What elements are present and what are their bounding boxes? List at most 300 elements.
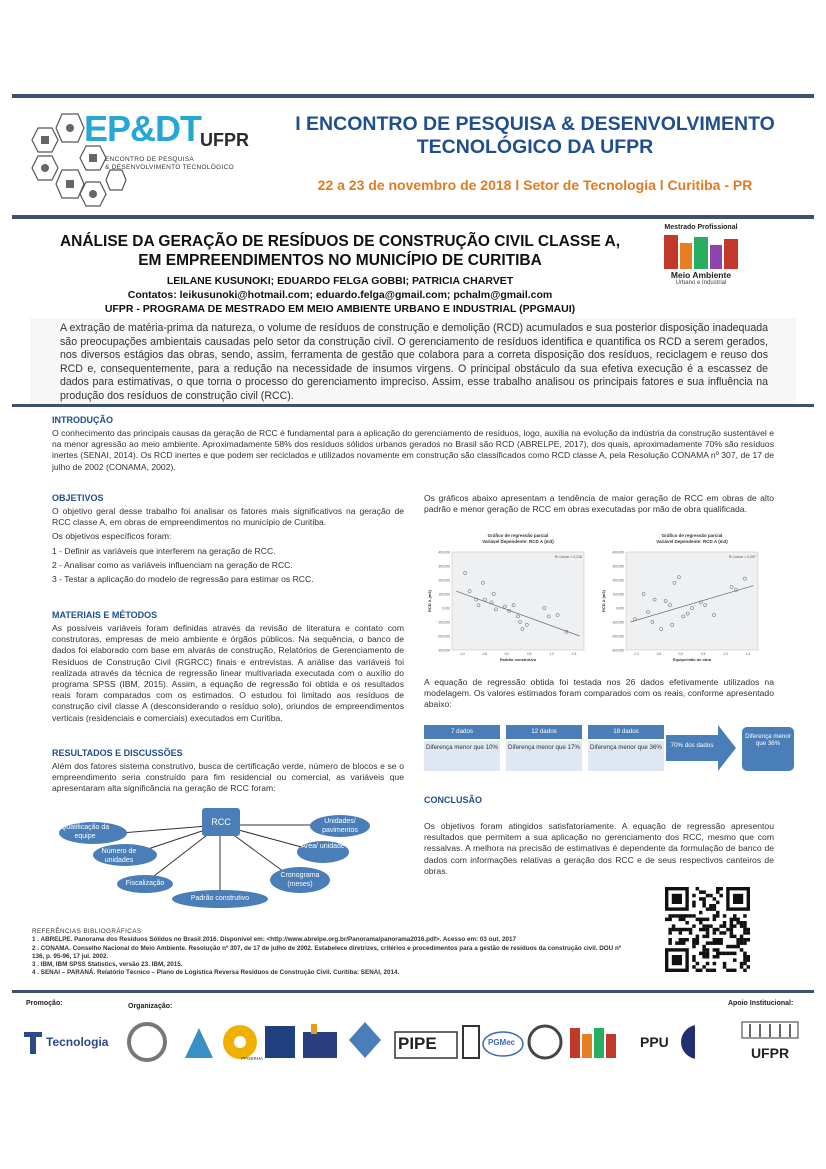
x-tick-label: -1,0 — [459, 652, 465, 656]
qr-module — [743, 921, 747, 925]
y-tick-label: 300,000 — [612, 564, 624, 569]
event-logo-text: EP&DT — [84, 108, 202, 149]
y-tick-label: -100,000 — [437, 620, 450, 625]
qr-module — [733, 918, 737, 922]
qr-module — [692, 945, 696, 949]
resultados-section — [52, 748, 404, 795]
qr-module — [733, 945, 737, 949]
qr-module — [743, 931, 747, 935]
x-tick-label: 0,5 — [526, 652, 532, 656]
qr-module — [685, 938, 689, 942]
graficos-after — [424, 677, 774, 711]
qr-module — [696, 918, 700, 922]
qr-module — [679, 941, 683, 945]
qr-module — [696, 941, 700, 945]
y-tick-label: -300,000 — [611, 648, 624, 653]
qr-module — [716, 914, 720, 918]
rcc-center-label: RCC — [211, 817, 231, 827]
qr-module — [706, 931, 710, 935]
qr-module — [699, 928, 703, 932]
intro-section — [52, 415, 774, 473]
qr-finder-core — [672, 955, 682, 965]
y-tick-label: 0,000 — [442, 606, 450, 611]
qr-module — [747, 965, 750, 969]
node-label: Unidades/ pavimentos — [322, 818, 358, 834]
x-tick-label: 1,0 — [549, 652, 554, 656]
y-tick-label: -100,000 — [611, 620, 624, 625]
qr-module — [696, 935, 700, 939]
qr-module — [736, 918, 740, 922]
qr-module — [740, 962, 744, 966]
qr-module — [713, 969, 717, 972]
qr-module — [706, 962, 710, 966]
qr-module — [696, 962, 700, 966]
qr-module — [699, 952, 703, 956]
qr-module — [723, 914, 727, 918]
qr-module — [702, 955, 706, 959]
y-axis-label: RCD A (m3) — [601, 590, 606, 612]
regression-chart-padrao — [424, 530, 594, 670]
plot-area — [452, 552, 584, 650]
metodos-text: As possíveis variáveis foram definidas através da revisão de literatura e contato com construtoras, empresas de meio ambiente e órgãos públicos. Na sequência, o banco de dados foi elaborado com base em alvarás de construção, Relatórios de Gerenciamento de Resíduos de Construção Civil (RGRCC) finais e entrevistas. A análise das variáveis foi realizada através da técnica de regressão linear multivariada executada com o auxílio do programa SPSS (IBM, 2015). Assim, a equação de regressão foi obtida e os resultados reais foram comparados com os estimados. O estudou foi limitado aos resíduos de construção civil classe A (desconsiderando o resíduo solo), oriundos de empreendimentos verticais (residenciais e comerciais) executados em Curitiba. — [52, 623, 404, 723]
qr-module — [689, 928, 693, 932]
qr-module — [692, 914, 696, 918]
qr-module — [726, 945, 730, 949]
qr-module — [733, 935, 737, 939]
qr-module — [709, 894, 713, 898]
step-label: 18 dados — [588, 725, 664, 739]
qr-module — [692, 924, 696, 928]
qr-module — [706, 907, 710, 911]
tecnologia-icon — [24, 1032, 42, 1054]
qr-finder-core — [733, 894, 743, 904]
qr-module — [713, 928, 717, 932]
qr-module — [743, 928, 747, 932]
chart-title: Gráfico de regressão parcial — [487, 533, 549, 538]
qr-module — [706, 924, 710, 928]
objetivos-heading: OBJETIVOS — [52, 493, 104, 503]
biohazard-icon — [223, 1025, 257, 1059]
y-tick-label: -200,000 — [611, 634, 624, 639]
qr-module — [699, 911, 703, 915]
qr-module — [730, 945, 734, 949]
objetivos-item: 3 - Testar a aplicação do modelo de regressão para estimar os RCC. — [52, 574, 314, 585]
qr-module — [692, 958, 696, 962]
qr-module — [709, 904, 713, 908]
qr-module — [696, 887, 700, 891]
qr-module — [692, 955, 696, 959]
conclusao-text: Os objetivos foram atingidos satisfatoriamente. A equação de regressão apresentou resultados que permitem a sua aplicação no gerenciamento dos RCC, mesmo que com ressalvas. A melhora na precisão de estimativas é dependente da formulação de banco de dados com informações relativas a geração dos RCC e de seus respectivos canteiros de obras. — [424, 821, 774, 876]
x-tick-label: 0,0 — [678, 652, 684, 656]
metodos-heading: MATERIAIS E MÉTODOS — [52, 610, 158, 620]
qr-module — [702, 935, 706, 939]
ufpr-building-icon — [738, 1018, 802, 1040]
qr-module — [743, 958, 747, 962]
qr-module — [740, 938, 744, 942]
step-value: Diferença menor que 36% — [588, 741, 664, 771]
qr-module — [743, 969, 747, 972]
qr-module — [740, 965, 744, 969]
qr-module — [713, 931, 717, 935]
paper-authors-block — [40, 274, 640, 316]
qr-module — [679, 938, 683, 942]
qr-module — [713, 962, 717, 966]
qr-module — [689, 914, 693, 918]
qr-module — [733, 958, 737, 962]
qr-module — [730, 928, 734, 932]
qr-module — [747, 938, 750, 942]
qr-module — [736, 941, 740, 945]
objetivos-item: 2 - Analisar como as variáveis influenciam na geração de RCC. — [52, 559, 293, 570]
qr-module — [706, 894, 710, 898]
qr-module — [730, 918, 734, 922]
qr-module — [719, 887, 723, 891]
qr-module — [682, 918, 686, 922]
node-label: Número de unidades — [101, 848, 137, 864]
qr-code[interactable] — [665, 887, 750, 972]
qr-module — [682, 938, 686, 942]
reference-item: 1 . ABRELPE. Panorama dos Resíduos Sólidos no Brasil 2016. Disponível em: <http://www.abrelpe.org.br/Panorama/panorama2016.pdf>. Acesso em: 03 out. 2017 — [32, 936, 516, 944]
resultados-text: Além dos fatores sistema construtivo, busca de certificação verde, número de blocos e se o empreendimento seria construído para fim residencial ou comercial, as variáveis que apresentaram alta significância na geração de RCC foram: — [52, 761, 404, 794]
program-logo: Mestrado Profissional Meio Ambiente Urbano e Industrial — [660, 224, 742, 296]
qr-module — [713, 918, 717, 922]
x-tick-label: -1,0 — [633, 652, 639, 656]
qr-module — [702, 904, 706, 908]
qr-module — [692, 941, 696, 945]
circle-logo-icon — [681, 1025, 695, 1059]
regression-chart-equipe — [598, 530, 768, 670]
qr-module — [679, 928, 683, 932]
qr-module — [736, 945, 740, 949]
qr-module — [702, 897, 706, 901]
qr-module — [736, 938, 740, 942]
qr-module — [716, 952, 720, 956]
node-label: Qualificação da equipe — [60, 824, 110, 840]
qr-module — [733, 914, 737, 918]
paper-title: ANÁLISE DA GERAÇÃO DE RESÍDUOS DE CONSTRUÇÃO CIVIL CLASSE A, EM EMPREENDIMENTOS NO MUNICÍPIO DE CURITIBA — [59, 233, 621, 269]
final-result: Diferença menor que 36% — [742, 727, 794, 771]
objetivos-text: O objetivo geral desse trabalho foi analisar os fatores mais significativos na geração de RCC classe A, em obras de empreendimentos no município de Curitiba. — [52, 506, 404, 528]
qr-module — [726, 952, 730, 956]
qr-module — [682, 941, 686, 945]
qr-module — [685, 914, 689, 918]
qr-module — [679, 931, 683, 935]
x-tick-label: 0,0 — [504, 652, 510, 656]
y-tick-label: 100,000 — [612, 592, 624, 597]
objetivos-section — [52, 493, 404, 585]
qr-module — [706, 955, 710, 959]
qr-module — [709, 969, 713, 972]
qr-module — [709, 941, 713, 945]
qr-module — [713, 904, 717, 908]
qr-module — [716, 938, 720, 942]
node-label: Cronograma (meses) — [280, 872, 320, 888]
y-tick-label: 200,000 — [438, 578, 450, 583]
qr-module — [672, 928, 676, 932]
qr-module — [743, 941, 747, 945]
qr-module — [706, 952, 710, 956]
qr-module — [675, 914, 679, 918]
plot-area — [626, 552, 758, 650]
footer-apoio: Apoio Institucional: — [728, 1000, 794, 1007]
graficos-text: Os gráficos abaixo apresentam a tendência de maior geração de RCC em obras de alto padrão e menor geração de RCC em obras executadas por mão de obra qualificada. — [424, 493, 774, 515]
step-label: 12 dados — [506, 725, 582, 739]
y-tick-label: -200,000 — [437, 634, 450, 639]
qr-module — [716, 901, 720, 905]
pgmec-label: PGMec — [488, 1038, 516, 1047]
conclusao-section — [424, 795, 774, 877]
qr-module — [692, 904, 696, 908]
node-label: Área/ unidade — [301, 843, 345, 850]
qr-module — [702, 928, 706, 932]
qr-module — [719, 924, 723, 928]
qr-module — [713, 955, 717, 959]
ufpr-apoio-logo: UFPR — [738, 1018, 802, 1058]
objetivos-specific-intro: Os objetivos específicos foram: — [52, 531, 172, 542]
qr-module — [706, 969, 710, 972]
circuit-logo-icon — [463, 1026, 479, 1058]
authors: LEILANE KUSUNOKI; EDUARDO FELGA GOBBI; PATRICIA CHARVET — [166, 275, 514, 287]
x-tick-label: 1,0 — [723, 652, 728, 656]
header-rule-bottom — [12, 215, 814, 219]
x-tick-label: -0,5 — [655, 652, 662, 656]
qr-module — [692, 901, 696, 905]
qr-module — [747, 958, 750, 962]
qr-module — [702, 890, 706, 894]
qr-module — [719, 941, 723, 945]
qr-module — [682, 928, 686, 932]
qr-module — [713, 948, 717, 952]
graficos-after-text: A equação de regressão obtida foi testada nos 26 dados efetivamente utilizados na modelagem. Os valores estimados foram comparados com os reais, conforme apresentado abaixo: — [424, 677, 774, 710]
intro-heading: INTRODUÇÃO — [52, 415, 113, 425]
r2-label: R² Linear = 0,257 — [728, 555, 756, 559]
tecnologia-logo: Tecnologia — [24, 1030, 114, 1056]
qr-module — [692, 938, 696, 942]
chart-subtitle: Variável Dependente: RCD A (m3) — [656, 539, 728, 544]
r2-label: R² Linear = 0,218 — [554, 555, 582, 559]
step-label: 7 dados — [424, 725, 500, 739]
qr-module — [723, 931, 727, 935]
qr-module — [699, 921, 703, 925]
qr-module — [747, 955, 750, 959]
abstract-rule — [12, 404, 814, 407]
qr-module — [743, 962, 747, 966]
footer-promocao: Promoção: — [26, 1000, 63, 1007]
qr-module — [713, 941, 717, 945]
qr-module — [702, 952, 706, 956]
program-logo-graphic — [660, 231, 742, 271]
qr-module — [685, 928, 689, 932]
qr-module — [730, 931, 734, 935]
qr-module — [723, 962, 727, 966]
qr-module — [743, 952, 747, 956]
y-tick-label: 100,000 — [438, 592, 450, 597]
qr-module — [706, 948, 710, 952]
qr-module — [730, 952, 734, 956]
qr-module — [726, 969, 730, 972]
meio-ambiente-logo-icon — [570, 1028, 616, 1058]
qr-module — [713, 897, 717, 901]
qr-module — [743, 955, 747, 959]
node-label: Padrão construtivo — [190, 895, 250, 902]
qr-module — [713, 907, 717, 911]
qr-module — [719, 894, 723, 898]
qr-module — [736, 921, 740, 925]
y-tick-label: 400,000 — [438, 550, 450, 555]
ppgerha-logo-icon — [349, 1022, 381, 1058]
qr-module — [709, 924, 713, 928]
qr-module — [723, 924, 727, 928]
event-title: I ENCONTRO DE PESQUISA & DESENVOLVIMENTO TECNOLÓGICO DA UFPR — [295, 113, 775, 158]
qr-module — [726, 928, 730, 932]
objetivos-item: 1 - Definir as variáveis que interferem na geração de RCC. — [52, 545, 276, 556]
qr-module — [672, 924, 676, 928]
x-axis-label: Equipe/mão de obra — [672, 657, 712, 662]
reference-item: 2 . CONAMA. Conselho Nacional do Meio Ambiente. Resolução nº 307, de 17 de julho de 2002. Estabelece diretrizes, critérios e procedimentos para a gestão de resíduos da construção civil. DOU nº 136, p. 95-96, 17 jul. 2002. — [32, 944, 622, 960]
qr-module — [719, 952, 723, 956]
x-tick-label: 0,5 — [700, 652, 706, 656]
step-value: Diferença menor que 10% — [424, 741, 500, 771]
resultados-heading: RESULTADOS E DISCUSSÕES — [52, 748, 183, 758]
event-logo-subtitle: ENCONTRO DE PESQUISA & DESENVOLVIMENTO TECNOLÓGICO — [105, 156, 234, 171]
qr-module — [668, 938, 672, 942]
qr-module — [702, 901, 706, 905]
qr-module — [743, 924, 747, 928]
qr-module — [730, 969, 734, 972]
qr-module — [696, 938, 700, 942]
qr-module — [665, 918, 669, 922]
qr-module — [733, 924, 737, 928]
reference-item: 4 . SENAI – PARANÁ. Relatório Técnico – Plano de Logística Reversa Resíduos de Construção Civil. Curitiba: SENAI, 2014. — [32, 969, 400, 977]
gear-logo-icon — [529, 1026, 561, 1058]
qr-module — [668, 931, 672, 935]
metodos-section — [52, 610, 404, 724]
footer-rule — [12, 990, 814, 993]
qr-module — [702, 965, 706, 969]
qr-module — [668, 928, 672, 932]
event-logo-ufpr: UFPR — [200, 130, 249, 150]
qr-module — [723, 952, 727, 956]
x-tick-label: -0,5 — [481, 652, 488, 656]
program: UFPR - PROGRAMA DE MESTRADO EM MEIO AMBIENTE URBANO E INDUSTRIAL (PPGMAUI) — [104, 303, 576, 315]
qr-module — [706, 941, 710, 945]
qr-module — [740, 941, 744, 945]
y-axis-label: RCD A (m3) — [427, 590, 432, 612]
qr-module — [702, 945, 706, 949]
qr-module — [672, 914, 676, 918]
qr-module — [692, 965, 696, 969]
qr-module — [716, 887, 720, 891]
x-axis-label: Padrão construtivo — [499, 657, 537, 662]
qr-module — [702, 948, 706, 952]
qr-module — [723, 921, 727, 925]
qr-module — [747, 928, 750, 932]
qr-module — [699, 969, 703, 972]
qr-module — [730, 921, 734, 925]
y-tick-label: -300,000 — [437, 648, 450, 653]
qr-module — [699, 918, 703, 922]
qr-module — [706, 935, 710, 939]
qr-module — [699, 897, 703, 901]
arrow-label: 70% dos dados — [670, 742, 714, 749]
qr-module — [716, 941, 720, 945]
intro-text: O conhecimento das principais causas da geração de RCC é fundamental para a aplicação do gerenciamento de resíduos, logo, auxilia na evolução da indústria da construção sustentável e na menor agressão ao meio ambiente. Aproximadamente 58% dos resíduos sólidos urbanos gerados no Brasil são RCD (ABRELPE, 2017), dos quais, aproximadamente 70% são resíduos inertes (SENAI, 2014). Os RCD inertes e que podem ser reciclados e utilizados novamente em construção são classificados como RCD classe A, pela Resolução CONAMA nº 307, de 17 de julho de 2002 (CONAMA, 2002). — [52, 428, 774, 472]
qr-module — [699, 890, 703, 894]
reference-item: 3 . IBM, IBM SPSS Statistics, versão 23. IBM, 2015. — [32, 961, 183, 969]
qr-module — [692, 894, 696, 898]
qr-module — [716, 948, 720, 952]
ppu-label: PPU — [640, 1034, 669, 1050]
qr-module — [716, 955, 720, 959]
ppgerha-label: PPGERHA — [241, 1056, 264, 1061]
qr-module — [740, 935, 744, 939]
qr-module — [696, 969, 700, 972]
references-section — [32, 928, 632, 978]
qr-module — [719, 931, 723, 935]
qr-module — [740, 948, 744, 952]
event-date: 22 a 23 de novembro de 2018 l Setor de Tecnologia l Curitiba - PR — [317, 177, 753, 193]
qr-module — [668, 941, 672, 945]
abstract: A extração de matéria-prima da natureza, o volume de resíduos de construção e demolição (RCD) acumulados e sua posterior disposição inadequada são preocupações ambientais causadas pelo setor da construção civil. O gerenciamento de resíduos identifica e quantifica os RCD a serem gerados, nos diversos estágios das obras, sendo, assim, ferramenta de gestão que colabora para a correta disposição dos resíduos, reciclagem e reuso dos RCD e, consequentemente, para a redução na necessidade de insumos virgens. O principal obstáculo da sua efetiva execução é a escassez de dados para estimativas, o que torna o processo do gerenciamento impreciso. Assim, esse trabalho analisou os principais fatores e sua influência na produção dos resíduos de construção civil (RCC). — [60, 322, 768, 402]
qr-module — [740, 921, 744, 925]
node-label: Fiscalização — [125, 880, 165, 887]
factory-logo-icon — [303, 1024, 337, 1058]
y-tick-label: 300,000 — [438, 564, 450, 569]
qr-module — [716, 911, 720, 915]
qr-module — [730, 924, 734, 928]
qr-module — [709, 907, 713, 911]
qr-module — [713, 914, 717, 918]
triangle-logo-icon — [185, 1028, 213, 1058]
y-tick-label: 400,000 — [612, 550, 624, 555]
graficos-intro — [424, 493, 774, 515]
y-tick-label: 200,000 — [612, 578, 624, 583]
qr-module — [706, 918, 710, 922]
contacts: Contatos: leikusunoki@hotmail.com; eduardo.felga@gmail.com; pchalm@gmail.com — [127, 289, 553, 301]
qr-module — [689, 931, 693, 935]
qr-module — [679, 914, 683, 918]
header-rule-top — [12, 94, 814, 98]
qr-module — [685, 921, 689, 925]
qr-module — [733, 952, 737, 956]
qr-module — [668, 914, 672, 918]
qr-finder-core — [672, 894, 682, 904]
step-value: Diferença menor que 17% — [506, 741, 582, 771]
qr-module — [702, 924, 706, 928]
qr-module — [682, 914, 686, 918]
qr-module — [743, 914, 747, 918]
pipe-label: PIPE — [398, 1034, 437, 1053]
recycle-icon — [129, 1024, 165, 1060]
qr-module — [743, 938, 747, 942]
qr-module — [733, 969, 737, 972]
qr-module — [719, 938, 723, 942]
chart-title: Gráfico de regressão parcial — [661, 533, 723, 538]
qr-module — [723, 965, 727, 969]
y-tick-label: 0,000 — [616, 606, 624, 611]
qr-module — [675, 941, 679, 945]
qr-module — [679, 918, 683, 922]
qr-module — [740, 924, 744, 928]
lab-logo-icon — [265, 1026, 295, 1058]
qr-module — [747, 931, 750, 935]
footer-organizacao: Organização: — [128, 1003, 173, 1010]
qr-module — [716, 890, 720, 894]
qr-module — [675, 928, 679, 932]
chart-subtitle: Variável Dependente: RCD A (m3) — [482, 539, 554, 544]
comparison-flow — [424, 725, 794, 775]
qr-module — [716, 928, 720, 932]
